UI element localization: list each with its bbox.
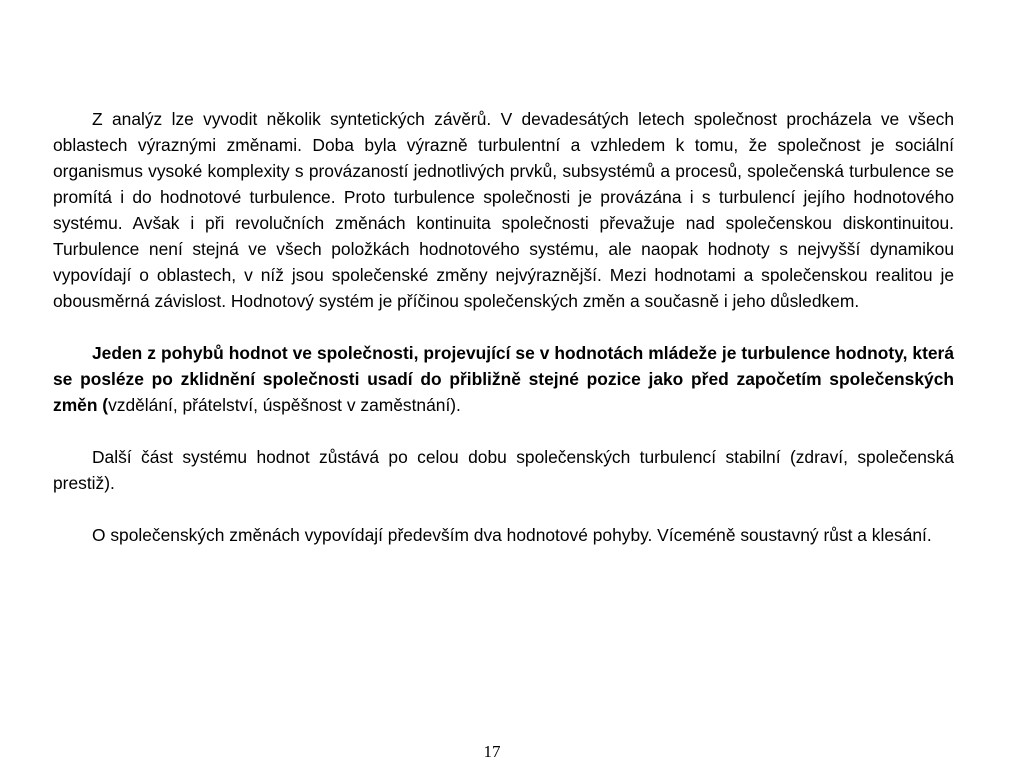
value-examples: vzdělání, přátelství, úspěšnost v zaměstnání). xyxy=(108,395,461,415)
paragraph-conclusions: Z analýz lze vyvodit několik syntetických závěrů. V devadesátých letech společnost procházela ve všech oblastech výraznými změnami. Doba byla výrazně turbulentní a vzhledem k tomu, že společnost je sociální organismus vysoké komplexity s provázaností jednotlivých prvků, subsystémů a procesů, společenská turbulence se promítá i do hodnotové turbulence. Proto turbulence společnosti je provázána i s turbulencí jejího hodnotového systému. Avšak i při revolučních změnách kontinuita společnosti převažuje nad společenskou diskontinuitou. Turbulence není stejná ve všech položkách hodnotového systému, ale naopak hodnoty s nejvyšší dynamikou vypovídají o oblastech, v níž jsou společenské změny nejvýraznější. Mezi hodnotami a společenskou realitou je obousměrná závislost. Hodnotový systém je příčinou společenských změn a současně i jeho důsledkem. xyxy=(53,109,954,311)
paragraph-spacer xyxy=(53,496,954,522)
slide-body xyxy=(53,106,954,548)
paragraph-stable-values: Další část systému hodnot zůstává po celou dobu společenských turbulencí stabilní (zdraví, společenská prestiž). xyxy=(53,447,954,493)
paragraph-value-movements: O společenských změnách vypovídají především dva hodnotové pohyby. Víceméně soustavný růst a klesání. xyxy=(92,525,932,545)
paragraph-spacer xyxy=(53,314,954,340)
paragraph-spacer xyxy=(53,418,954,444)
paragraph-value-turbulence xyxy=(53,340,954,418)
bold-statement: Jeden z pohybů hodnot ve společnosti, projevující se v hodnotách mládeže je turbulence hodnoty, která se posléze po zklidnění společnosti usadí do přibližně stejné pozice jako před započetím společenských změn ( xyxy=(53,343,954,415)
page-number: 17 xyxy=(483,742,501,761)
